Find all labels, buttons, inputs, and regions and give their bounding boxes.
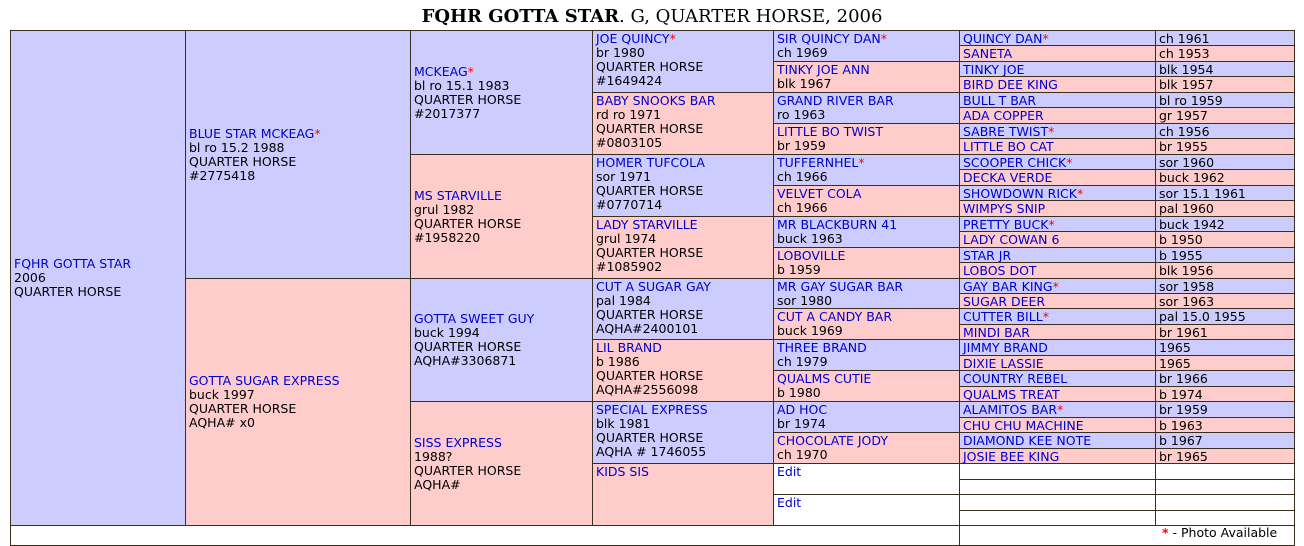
horse-detail-line: #1649424 (596, 73, 663, 88)
gen5-horse-link[interactable]: BULL T BAR (963, 93, 1037, 108)
subject-horse-link[interactable]: FQHR GOTTA STAR (14, 256, 132, 271)
horse-detail-line: br 1966 (1159, 371, 1208, 386)
gen5-name-cell (959, 107, 1156, 124)
horse-detail-line: AQHA# (414, 476, 461, 492)
gen5-detail-cell (1155, 76, 1295, 93)
gen4-horse-name-row (777, 63, 959, 77)
gen5-detail-cell (1155, 138, 1295, 155)
horse-detail-line: br 1974 (777, 416, 826, 431)
horse-detail-line: AQHA#2400101 (596, 321, 699, 336)
horse-detail-line: br 1955 (1159, 139, 1208, 154)
great-grandparent-cell (592, 278, 774, 340)
gen4-horse-name-row (777, 156, 959, 170)
photo-star-icon: * (1042, 31, 1049, 46)
horse-detail-line: QUARTER HORSE (596, 59, 704, 74)
gen5-name-cell (959, 76, 1156, 93)
gen4-horse-name-row (777, 249, 959, 263)
gen5-horse-link[interactable]: PRETTY BUCK (963, 217, 1049, 232)
parent-cell (185, 30, 411, 279)
great-grandparent-link[interactable]: HOMER TUFCOLA (596, 155, 705, 170)
horse-detail-line: sor 1980 (777, 293, 833, 308)
gen5-detail-cell (1155, 278, 1295, 294)
horse-detail-line: b 1955 (1159, 248, 1203, 263)
horse-detail-line: #2775418 (189, 167, 256, 183)
photo-star-icon: * (467, 63, 474, 79)
grandparent-link[interactable]: MCKEAG (414, 63, 468, 79)
photo-star-icon: * (858, 155, 865, 170)
gen5-detail-cell (1155, 293, 1295, 309)
gen5-horse-link[interactable]: CUTTER BILL (963, 309, 1043, 324)
horse-detail-line: QUARTER HORSE (596, 307, 704, 322)
horse-detail-line: 1988? (414, 448, 453, 464)
horse-detail-line: bl ro 15.1 1983 (414, 77, 510, 93)
horse-detail-line: pal 1984 (596, 293, 651, 308)
photo-star-icon: * (880, 31, 887, 46)
gen5-detail-cell (1155, 386, 1295, 402)
parent-link[interactable]: GOTTA SUGAR EXPRESS (189, 373, 340, 388)
great-grandparent-cell (592, 401, 774, 464)
horse-detail-line: #1958220 (414, 229, 481, 245)
gen5-detail-cell (1155, 355, 1295, 371)
horse-detail-line: br 1961 (1159, 325, 1208, 340)
photo-star-icon: * (1076, 186, 1084, 201)
gen5-name-cell (959, 169, 1156, 186)
horse-detail-line: grul 1974 (596, 231, 657, 246)
gen4-horse-cell (773, 278, 960, 309)
horse-detail-line: b 1950 (1159, 232, 1203, 247)
horse-detail-line: bl ro 1959 (1159, 93, 1223, 108)
gen5-horse-link[interactable]: WIMPYS SNIP (963, 201, 1046, 216)
chart-footer-cell (10, 525, 960, 546)
gen5-horse-link[interactable]: DIAMOND KEE NOTE (963, 433, 1092, 448)
gen5-detail-cell (1155, 200, 1295, 217)
gen5-detail-cell (1155, 123, 1295, 139)
horse-detail-line: blk 1954 (1159, 62, 1214, 77)
gen5-detail-cell (1155, 231, 1295, 248)
gen4-horse-name-row (777, 372, 959, 386)
gen5-horse-link[interactable]: ALAMITOS BAR (963, 402, 1058, 417)
gen5-detail-cell (1155, 216, 1295, 232)
gen5-detail-cell (1155, 61, 1295, 77)
great-grandparent-link[interactable]: KIDS SIS (596, 464, 649, 479)
horse-detail-line: QUARTER HORSE (414, 91, 522, 107)
great-grandparent-link[interactable]: BABY SNOOKS BAR (596, 93, 716, 108)
horse-detail-line: QUARTER HORSE (189, 153, 297, 169)
grandparent-link[interactable]: GOTTA SWEET GUY (414, 311, 535, 326)
gen5-name-cell (959, 247, 1156, 263)
gen5-horse-link[interactable]: CHU CHU MACHINE (963, 418, 1084, 433)
subject-horse-cell (10, 30, 186, 526)
gen5-horse-link[interactable]: GAY BAR KING (963, 279, 1053, 294)
gen4-horse-cell (773, 154, 960, 186)
grandparent-name-row (414, 436, 592, 450)
photo-legend-text: - Photo Available (1168, 525, 1278, 540)
gen5-name-cell (959, 231, 1156, 248)
horse-detail-line: pal 1960 (1159, 201, 1214, 216)
gen5-detail-cell (1155, 45, 1295, 62)
horse-detail-line: QUARTER HORSE (596, 368, 704, 383)
great-grandparent-link[interactable]: LIL BRAND (596, 340, 662, 355)
gen5-name-cell (959, 308, 1156, 325)
gen5-detail-cell (1155, 169, 1295, 186)
great-grandparent-cell (592, 30, 774, 93)
gen4-horse-link[interactable]: GRAND RIVER BAR (777, 93, 894, 108)
gen4-horse-link[interactable]: MR GAY SUGAR BAR (777, 279, 904, 294)
gen5-name-cell (959, 138, 1156, 155)
horse-detail-line: ch 1979 (777, 354, 828, 369)
horse-detail-line: 2006 (14, 270, 46, 285)
horse-detail-line: ch 1966 (777, 200, 828, 215)
gen5-name-cell (959, 293, 1156, 309)
photo-star-icon: * (1057, 402, 1064, 417)
gen5-horse-link[interactable]: LADY COWAN 6 (963, 232, 1060, 247)
grandparent-cell (410, 278, 593, 402)
great-grandparent-name-row (596, 156, 773, 170)
gen4-horse-cell (773, 123, 960, 155)
gen5-name-cell (959, 123, 1156, 139)
gen5-detail-cell (1155, 262, 1295, 279)
gen5-horse-link[interactable]: COUNTRY REBEL (963, 371, 1068, 386)
grandparent-link[interactable]: SISS EXPRESS (414, 434, 502, 450)
horse-detail-line: sor 15.1 1961 (1159, 186, 1246, 201)
horse-detail-line: #0770714 (596, 197, 663, 212)
horse-detail-line: ch 1969 (777, 45, 828, 60)
gen5-name-cell (959, 154, 1156, 170)
great-grandparent-cell (592, 339, 774, 402)
great-grandparent-name-row (596, 341, 773, 355)
gen5-detail-cell (1155, 107, 1295, 124)
gen5-name-cell (959, 432, 1156, 449)
horse-detail-line: buck 1962 (1159, 170, 1225, 185)
horse-detail-line: QUARTER HORSE (414, 339, 522, 354)
gen5-name-cell (959, 417, 1156, 433)
gen4-horse-name-row (777, 218, 959, 232)
horse-detail-line: QUARTER HORSE (596, 121, 704, 136)
horse-detail-line: b 1959 (777, 262, 821, 277)
horse-detail-line: sor 1963 (1159, 294, 1215, 309)
gen4-horse-link[interactable]: TUFFERNHEL (777, 155, 859, 170)
gen5-horse-link[interactable]: BIRD DEE KING (963, 77, 1058, 92)
horse-title-details: . G, QUARTER HORSE, 2006 (619, 6, 883, 27)
gen4-horse-link[interactable]: TINKY JOE ANN (777, 62, 870, 77)
grandparent-cell (410, 154, 593, 279)
horse-detail-line: buck 1963 (777, 231, 843, 246)
gen4-horse-link[interactable]: MR BLACKBURN 41 (777, 217, 898, 232)
horse-detail-line: QUARTER HORSE (414, 462, 522, 478)
horse-title-name: FQHR GOTTA STAR (421, 6, 620, 27)
gen5-name-cell (959, 448, 1156, 464)
gen5-empty-cell (959, 494, 1156, 511)
gen5-empty-cell (1155, 463, 1295, 480)
gen5-empty-cell (1155, 494, 1295, 511)
photo-star-icon: * (1048, 217, 1055, 232)
horse-detail-line: sor 1958 (1159, 279, 1215, 294)
parent-name-row (189, 127, 410, 141)
great-grandparent-link[interactable]: JOE QUINCY (596, 31, 670, 46)
horse-detail-line: rd ro 1971 (596, 107, 662, 122)
edit-cell (773, 463, 960, 495)
grandparent-name-row (414, 312, 592, 326)
gen4-horse-name-row (777, 125, 959, 139)
gen5-horse-link[interactable]: JOSIE BEE KING (963, 449, 1060, 464)
horse-detail-line: pal 15.0 1955 (1159, 309, 1246, 324)
gen4-horse-link[interactable]: SIR QUINCY DAN (777, 31, 881, 46)
horse-detail-line: ch 1953 (1159, 46, 1210, 61)
gen5-name-cell (959, 355, 1156, 371)
great-grandparent-link[interactable]: SPECIAL EXPRESS (596, 402, 708, 417)
gen5-detail-cell (1155, 417, 1295, 433)
edit-link[interactable]: Edit (777, 495, 802, 510)
great-grandparent-name-row (596, 280, 773, 294)
great-grandparent-link[interactable]: LADY STARVILLE (596, 217, 698, 232)
gen4-horse-cell (773, 216, 960, 248)
horse-detail-line: gr 1957 (1159, 108, 1208, 123)
gen4-horse-link[interactable]: VELVET COLA (777, 186, 862, 201)
photo-star-icon: * (1042, 309, 1049, 324)
horse-detail-line: 1965 (1159, 356, 1191, 371)
gen4-horse-cell (773, 339, 960, 371)
gen5-name-cell (959, 370, 1156, 387)
gen5-horse-link[interactable]: DIXIE LASSIE (963, 356, 1044, 371)
great-grandparent-name-row (596, 32, 773, 46)
gen5-detail-cell (1155, 154, 1295, 170)
gen4-horse-cell (773, 30, 960, 62)
horse-detail-line: QUARTER HORSE (189, 401, 297, 416)
gen5-name-cell (959, 386, 1156, 402)
grandparent-cell (410, 401, 593, 526)
horse-detail-line: bl ro 15.2 1988 (189, 139, 285, 155)
grandparent-link[interactable]: MS STARVILLE (414, 187, 502, 203)
gen4-horse-link[interactable]: QUALMS CUTIE (777, 371, 872, 386)
gen5-name-cell (959, 216, 1156, 232)
horse-detail-line: AQHA#3306871 (414, 353, 517, 368)
horse-detail-line: blk 1957 (1159, 77, 1214, 92)
horse-detail-line: sor 1960 (1159, 155, 1215, 170)
horse-detail-line: br 1965 (1159, 449, 1208, 464)
horse-detail-line: AQHA#2556098 (596, 382, 699, 397)
horse-detail-line: QUARTER HORSE (414, 215, 522, 231)
gen5-horse-link[interactable]: JIMMY BRAND (963, 340, 1048, 355)
gen4-horse-cell (773, 432, 960, 464)
gen5-detail-cell (1155, 247, 1295, 263)
horse-detail-line: #0803105 (596, 135, 663, 150)
photo-star-icon: * (314, 125, 321, 141)
gen4-horse-cell (773, 401, 960, 433)
great-grandparent-cell (592, 463, 774, 526)
gen5-detail-cell (1155, 432, 1295, 449)
gen5-empty-cell (959, 479, 1156, 495)
gen5-horse-link[interactable]: LITTLE BO CAT (963, 139, 1054, 154)
horse-detail-line: 1965 (1159, 340, 1191, 355)
gen4-horse-link[interactable]: CUT A CANDY BAR (777, 309, 893, 324)
horse-detail-line: QUARTER HORSE (596, 430, 704, 445)
gen5-name-cell (959, 278, 1156, 294)
gen5-horse-link[interactable]: TINKY JOE (963, 62, 1025, 77)
great-grandparent-link[interactable]: CUT A SUGAR GAY (596, 279, 711, 294)
gen4-horse-name-row (777, 341, 959, 355)
gen5-horse-link[interactable]: SABRE TWIST (963, 124, 1049, 139)
gen4-horse-name-row (777, 280, 959, 294)
gen5-empty-cell (959, 463, 1156, 480)
gen5-name-cell (959, 262, 1156, 279)
gen4-horse-name-row (777, 403, 959, 417)
gen5-horse-link[interactable]: SHOWDOWN RICK (963, 186, 1077, 201)
photo-star-icon: * (1052, 279, 1059, 294)
subject-horse-name-row (14, 257, 185, 271)
great-grandparent-name-row (596, 218, 773, 232)
horse-detail-line: b 1963 (1159, 418, 1203, 433)
horse-detail-line: AQHA# x0 (189, 415, 255, 430)
gen5-horse-link[interactable]: QUINCY DAN (963, 31, 1043, 46)
parent-name-row (189, 374, 410, 388)
gen5-detail-cell (1155, 339, 1295, 356)
photo-star-icon: * (1048, 124, 1055, 139)
gen5-name-cell (959, 401, 1156, 418)
parent-link[interactable]: BLUE STAR MCKEAG (189, 125, 315, 141)
page-title (0, 6, 1304, 27)
gen4-horse-link[interactable]: CHOCOLATE JODY (777, 433, 888, 448)
gen4-horse-cell (773, 61, 960, 93)
gen4-horse-cell (773, 185, 960, 217)
gen5-horse-link[interactable]: ADA COPPER (963, 108, 1044, 123)
gen5-detail-cell (1155, 401, 1295, 418)
horse-detail-line: buck 1997 (189, 387, 255, 402)
horse-detail-line: #2017377 (414, 105, 481, 121)
edit-cell (773, 494, 960, 526)
horse-detail-line: ch 1961 (1159, 31, 1210, 46)
horse-detail-line: QUARTER HORSE (596, 183, 704, 198)
gen5-name-cell (959, 185, 1156, 201)
gen5-horse-link[interactable]: STAR JR (963, 248, 1012, 263)
gen5-name-cell (959, 61, 1156, 77)
horse-detail-line: ch 1956 (1159, 124, 1210, 139)
horse-detail-line: AQHA # 1746055 (596, 444, 707, 459)
great-grandparent-name-row (596, 403, 773, 417)
gen5-empty-cell (959, 510, 1156, 526)
photo-star-icon: * (669, 31, 676, 46)
gen4-horse-cell (773, 247, 960, 279)
horse-detail-line: buck 1994 (414, 325, 480, 340)
gen5-empty-cell (1155, 479, 1295, 495)
horse-detail-line: ch 1970 (777, 447, 828, 462)
gen4-horse-name-row (777, 434, 959, 448)
photo-legend (1162, 525, 1277, 540)
gen5-name-cell (959, 200, 1156, 217)
gen5-detail-cell (1155, 92, 1295, 108)
gen5-horse-link[interactable]: LOBOS DOT (963, 263, 1037, 278)
horse-detail-line: b 1986 (596, 354, 640, 369)
gen4-horse-cell (773, 92, 960, 124)
gen5-name-cell (959, 92, 1156, 108)
horse-detail-line: br 1959 (1159, 402, 1208, 417)
gen5-horse-link[interactable]: QUALMS TREAT (963, 387, 1060, 402)
gen5-horse-link[interactable]: SANETA (963, 46, 1013, 61)
horse-detail-line: grul 1982 (414, 201, 475, 217)
gen5-name-cell (959, 324, 1156, 340)
gen4-horse-name-row (777, 310, 959, 324)
horse-detail-line: b 1967 (1159, 433, 1203, 448)
horse-detail-line: blk 1956 (1159, 263, 1214, 278)
grandparent-name-row (414, 65, 592, 79)
gen5-name-cell (959, 45, 1156, 62)
horse-detail-line: sor 1971 (596, 169, 652, 184)
horse-detail-line: br 1959 (777, 138, 826, 153)
great-grandparent-name-row (596, 94, 773, 108)
gen4-horse-cell (773, 370, 960, 402)
horse-detail-line: QUARTER HORSE (14, 284, 122, 299)
gen4-horse-cell (773, 308, 960, 340)
gen5-detail-cell (1155, 370, 1295, 387)
horse-detail-line: b 1980 (777, 385, 821, 400)
horse-detail-line: br 1980 (596, 45, 645, 60)
great-grandparent-cell (592, 92, 774, 155)
gen5-detail-cell (1155, 185, 1295, 201)
gen5-detail-cell (1155, 308, 1295, 325)
great-grandparent-cell (592, 216, 774, 279)
grandparent-name-row (414, 189, 592, 203)
grandparent-cell (410, 30, 593, 155)
horse-detail-line: ro 1963 (777, 107, 826, 122)
gen4-horse-link[interactable]: AD HOC (777, 402, 828, 417)
gen4-horse-link[interactable]: LOBOVILLE (777, 248, 846, 263)
photo-star-icon: * (1162, 525, 1169, 540)
edit-link[interactable]: Edit (777, 464, 802, 479)
gen5-empty-cell (1155, 510, 1295, 526)
gen4-horse-name-row (777, 187, 959, 201)
horse-detail-line: #1085902 (596, 259, 663, 274)
gen5-horse-link[interactable]: DECKA VERDE (963, 170, 1053, 185)
horse-detail-line: b 1974 (1159, 387, 1203, 402)
gen4-horse-link[interactable]: THREE BRAND (777, 340, 867, 355)
gen5-detail-cell (1155, 448, 1295, 464)
gen4-horse-name-row (777, 32, 959, 46)
gen5-horse-link[interactable]: SCOOPER CHICK (963, 155, 1067, 170)
gen5-name-cell (959, 339, 1156, 356)
horse-detail-line: ch 1966 (777, 169, 828, 184)
parent-cell (185, 278, 411, 526)
gen5-name-cell (959, 30, 1156, 46)
gen5-detail-cell (1155, 30, 1295, 46)
photo-star-icon: * (1066, 155, 1073, 170)
great-grandparent-name-row (596, 465, 773, 479)
great-grandparent-cell (592, 154, 774, 217)
gen5-detail-cell (1155, 324, 1295, 340)
horse-detail-line: blk 1967 (777, 76, 832, 91)
horse-detail-line: QUARTER HORSE (596, 245, 704, 260)
horse-detail-line: buck 1969 (777, 323, 843, 338)
gen4-horse-name-row (777, 94, 959, 108)
gen5-horse-link[interactable]: SUGAR DEER (963, 294, 1046, 309)
horse-detail-line: blk 1981 (596, 416, 651, 431)
horse-detail-line: buck 1942 (1159, 217, 1225, 232)
gen4-horse-link[interactable]: LITTLE BO TWIST (777, 124, 883, 139)
gen5-horse-link[interactable]: MINDI BAR (963, 325, 1030, 340)
